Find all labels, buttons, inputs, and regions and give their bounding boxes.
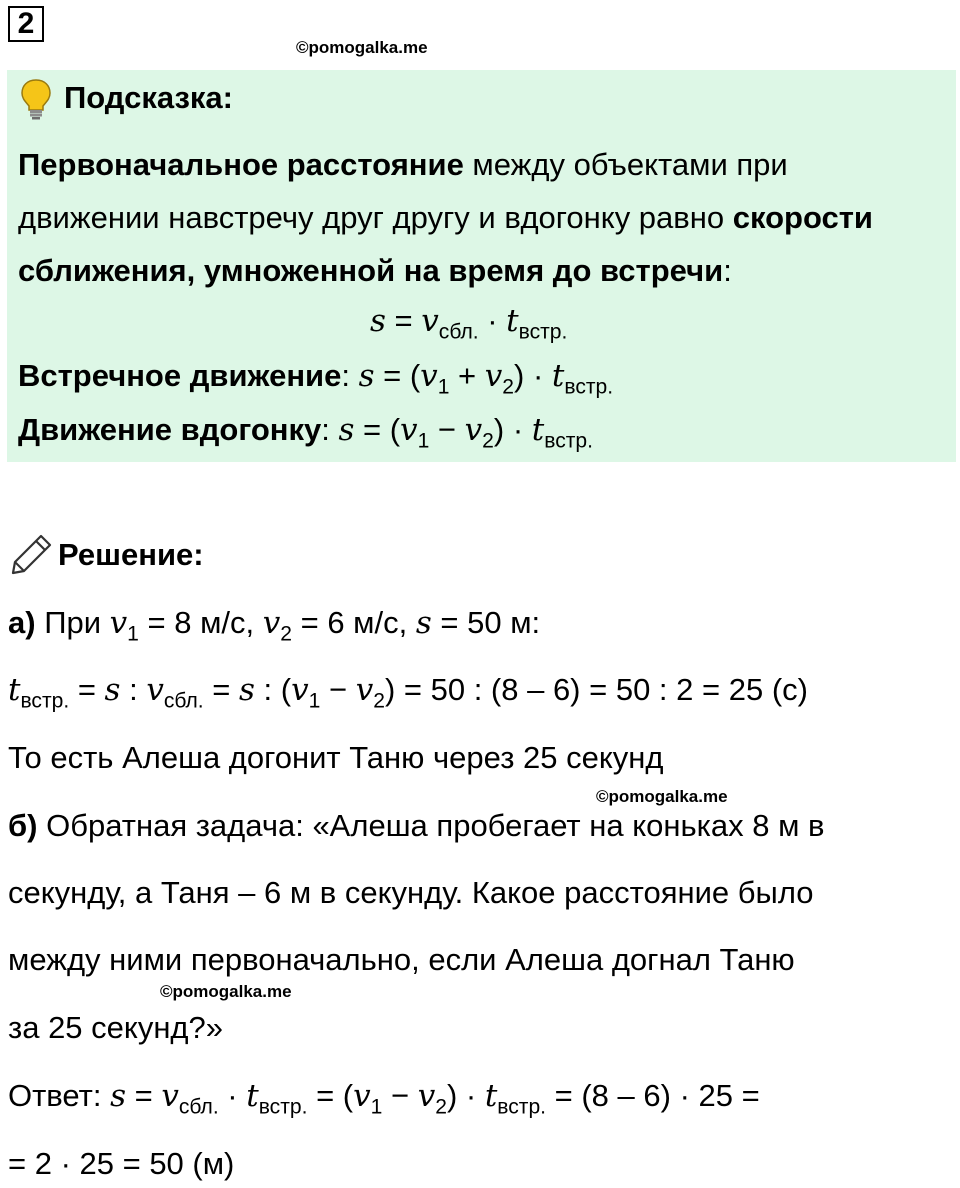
solution-title: Решение: xyxy=(58,537,204,572)
part-b-line-2: секунду, а Таня – 6 м в секунду. Какое расстояние было xyxy=(8,875,814,910)
part-a-s-value: = 50 м: xyxy=(431,605,541,640)
hint-bold-term-3: сближения, умноженной на время до встречи xyxy=(18,253,724,288)
watermark: ©pomogalka.me xyxy=(296,38,428,57)
part-b-line-1 xyxy=(8,808,824,844)
part-a-conditions: а) При $v_1 = 8$ м/с, $v_2 = 6$ м/с, s = 50 м: xyxy=(8,605,541,646)
hint-bold-term-1: Первоначальное расстояние xyxy=(18,147,464,182)
lightbulb-icon xyxy=(20,78,52,120)
hint-text-2: движении навстречу друг другу и вдогонку равно xyxy=(18,200,733,235)
part-b-text-1: Обратная задача: «Алеша пробегает на коньках 8 м в xyxy=(37,808,825,843)
calc-result: = 50 : (8 – 6) = 50 : 2 = 25 (с) xyxy=(395,672,808,707)
hint-paragraph-line-1 xyxy=(18,147,788,183)
watermark-3: ©pomogalka.me xyxy=(160,982,292,1001)
part-a-conclusion: То есть Алеша догонит Таню через 25 секунд xyxy=(8,740,664,775)
hint-text-3: : xyxy=(723,253,732,288)
task-number: 2 xyxy=(8,6,44,42)
answer-line-1: Ответ: $s = v_{сбл.} \cdot t_{встр.} = (v_1 - v_2) \cdot t_{встр.} = (8 - 6) \cdot 25$ = xyxy=(8,1078,760,1119)
watermark-2: ©pomogalka.me xyxy=(596,787,728,806)
hint-paragraph-line-2 xyxy=(18,200,873,236)
hint-title: Подсказка: xyxy=(64,80,233,115)
answer-label: Ответ: xyxy=(8,1078,111,1113)
part-a-text: При xyxy=(35,605,110,640)
pencil-icon xyxy=(10,532,54,576)
part-a-v2-value: = 6 м/с, xyxy=(292,605,416,640)
hint-bold-term-2: скорости xyxy=(732,200,873,235)
answer-line-2: = 2 · 25 = 50 (м) xyxy=(8,1146,235,1181)
part-b-line-4: за 25 секунд?» xyxy=(8,1010,224,1045)
part-a-calculation: $t_{встр.} = s$ : $v_{сбл.} = s$ : $(v_1 - v_2) = 50$ : (8 – 6) = 50 : 2 = 25 (с) xyxy=(8,672,808,713)
formula-oncoming: Встречное движение: $s = (v_1 + v_2) \cdot t_{встр.}$ xyxy=(18,358,614,399)
pursuit-label: Движение вдогонку xyxy=(18,412,322,447)
oncoming-label: Встречное движение xyxy=(18,358,342,393)
hint-text-1: между объектами при xyxy=(463,147,788,182)
hint-paragraph-line-3 xyxy=(18,253,732,289)
part-b-label: б) xyxy=(8,808,38,843)
formula-main: $s = v_{сбл.} \cdot t_{встр.}$ xyxy=(370,303,568,344)
part-a-label: а) xyxy=(8,605,36,640)
part-a-v1-value: = 8 м/с, xyxy=(138,605,263,640)
part-b-line-3: между ними первоначально, если Алеша догнал Таню xyxy=(8,942,795,977)
answer-tail: = (8 – 6) · 25 = xyxy=(546,1078,760,1113)
formula-pursuit: Движение вдогонку: $s = (v_1 - v_2) \cdot t_{встр.}$ xyxy=(18,412,593,453)
